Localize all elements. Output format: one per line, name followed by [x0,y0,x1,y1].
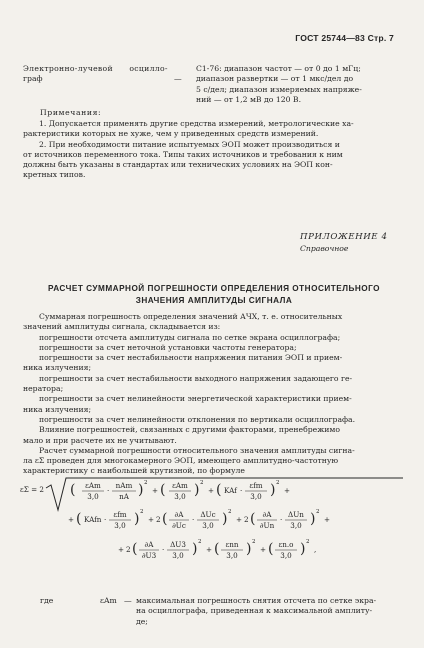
svg-text:εn.o: εn.o [278,540,294,549]
svg-text:∂A: ∂A [262,510,272,519]
svg-text:ΔUc: ΔUc [200,510,216,519]
svg-text:(: ( [162,511,168,527]
body-text [23,312,409,477]
paren-open: ( [70,482,76,498]
svg-text:): ) [192,541,198,557]
svg-text:2: 2 [316,509,320,515]
section-title-line2: ЗНАЧЕНИЯ АМПЛИТУДЫ СИГНАЛА [135,296,293,305]
frac-num: nAm [115,481,133,490]
svg-text:·: · [240,486,243,495]
note-line: рактеристики которых не хуже, чем у приведенных средств измерений. [23,129,319,139]
where-line: максимальная погрешность снятия отсчета по сетке экра- [136,596,377,605]
where-line: де; [136,616,148,626]
svg-text:2: 2 [198,539,202,545]
svg-text:3,0: 3,0 [174,492,186,501]
svg-text:(: ( [160,482,166,498]
svg-text:): ) [222,511,228,527]
spec-line: ний — от 1,2 мВ до 120 В. [196,94,302,104]
body-line: нератора; [23,384,64,394]
note-line: от источников переменного тока. Типы таких источников и требования к ним [23,149,343,159]
body-line: ника излучения; [23,363,92,373]
body-line: мало и при расчете их не учитывают. [23,435,177,445]
svg-text:2: 2 [140,509,144,515]
svg-text:2: 2 [200,480,204,486]
body-line: Расчет суммарной погрешности относительного значения амплитуды сигна- [39,445,355,455]
svg-text:+: + [260,545,267,554]
svg-text:εnn: εnn [225,540,239,549]
svg-text:·: · [192,515,195,524]
svg-text:(: ( [76,511,82,527]
error-formula [18,478,413,578]
svg-text:+: + [148,515,155,524]
svg-text:): ) [270,482,276,498]
equipment-term [23,64,168,85]
body-line: ника излучения; [23,404,92,414]
svg-text:2: 2 [252,539,256,545]
svg-text:3,0: 3,0 [114,521,126,530]
where-dash: — [124,596,132,605]
svg-text:·: · [162,545,165,554]
svg-text:): ) [310,511,316,527]
svg-text:): ) [300,541,306,557]
appendix-label: ПРИЛОЖЕНИЕ 4 [300,232,388,242]
note-line: 2. При необходимости питание испытуемых ЭОП может производиться и [39,139,340,149]
svg-text:ΔU3: ΔU3 [170,540,186,549]
svg-text:3,0: 3,0 [250,492,262,501]
spec-line: 5 с/дел; диапазон измеряемых напряже- [196,84,362,94]
svg-text:∂Un: ∂Un [259,521,275,530]
notes-block [23,119,408,181]
body-line: погрешности за счет нелинейности энергетической характеристики прием- [39,394,352,404]
spec-line: диапазон развертки — от 1 мкс/дел до [196,74,354,84]
formula-lhs: εΣ = 2 [20,485,44,494]
body-line: погрешности за счет нестабильности выходного напряжения задающего ге- [39,373,353,383]
section-title-line1: РАСЧЕТ СУММАРНОЙ ПОГРЕШНОСТИ ОПРЕДЕЛЕНИЯ ОТНОСИТЕЛЬНОГО [47,284,381,293]
svg-text:+: + [206,545,213,554]
svg-text:(: ( [250,511,256,527]
spec-line: С1-76: диапазон частот — от 0 до 1 мГц; [196,64,361,73]
svg-text:2: 2 [306,539,310,545]
appendix-sub: Справочное [300,244,349,253]
svg-text:·: · [104,515,107,524]
svg-text:3,0: 3,0 [290,521,302,530]
svg-text:+: + [68,515,75,524]
note-line: 1. Допускается применять другие средства измерений, метрологические ха- [39,119,354,128]
body-line: погрешности за счет нестабильности напряжения питания ЭОП и прием- [39,353,343,363]
body-line: погрешности за счет нелинейности отклонения по вертикали осциллографа. [39,414,356,424]
svg-text:): ) [194,482,200,498]
svg-text:KAfn: KAfn [84,515,102,524]
svg-text:+: + [208,486,215,495]
svg-text:∂A: ∂A [174,510,184,519]
where-line: на осциллографа, приведенная к максимальной амплиту- [136,606,373,616]
svg-text:3,0: 3,0 [202,521,214,530]
svg-text:+: + [236,515,243,524]
equipment-dash: — [174,74,182,83]
svg-text:2: 2 [156,515,161,524]
svg-text:∂A: ∂A [144,540,154,549]
frac-den: nA [119,492,129,501]
svg-text:(: ( [268,541,274,557]
svg-text:3,0: 3,0 [226,551,238,560]
note-line: кретных типов. [23,170,86,180]
svg-text:): ) [134,511,140,527]
svg-text:KAf: KAf [224,486,237,495]
svg-text:εAm: εAm [172,481,188,490]
body-line: погрешности за счет неточной установки частоты генератора; [39,342,297,352]
svg-text:·: · [107,486,110,495]
svg-text:·: · [280,515,283,524]
page-header: ГОСТ 25744—83 Стр. 7 [295,33,394,43]
svg-text:(: ( [214,541,220,557]
svg-text:2: 2 [126,545,131,554]
svg-text:2: 2 [228,509,232,515]
svg-text:∂U3: ∂U3 [141,551,157,560]
notes-heading: Примечания: [40,108,102,117]
body-line: ла εΣ проведен для многокамерного ЭОП, имеющего амплитудно-частотную [23,456,339,466]
svg-text:+: + [324,515,331,524]
equipment-term-line1: Электронно-лучевой осцилло- [23,64,168,73]
svg-text:2: 2 [276,480,280,486]
svg-text:2: 2 [244,515,249,524]
frac-num: εAm [85,481,101,490]
svg-text:(: ( [132,541,138,557]
body-line: характеристику с наибольшей крутизной, по формуле [23,466,245,476]
svg-text:ΔUn: ΔUn [288,510,304,519]
svg-text:(: ( [216,482,222,498]
body-line: Суммарная погрешность определения значений АЧХ, т. е. относительных [39,312,343,321]
where-label: где [40,596,54,605]
where-symbol: εAm [100,596,117,605]
svg-text:): ) [138,482,144,498]
svg-text:εfm: εfm [113,510,127,519]
note-line: должны быть указаны в стандартах или технических условиях на ЭОП кон- [23,160,333,170]
svg-text:3,0: 3,0 [280,551,292,560]
svg-text:): ) [246,541,252,557]
svg-text:+: + [152,486,159,495]
svg-text:3,0: 3,0 [172,551,184,560]
svg-text:+: + [118,545,125,554]
svg-text:,: , [314,545,317,554]
equipment-term-line2: граф [23,74,43,84]
svg-text:∂Uc: ∂Uc [172,521,186,530]
where-definition [136,596,412,627]
body-line: значений амплитуды сигнала, складывается из: [23,322,221,332]
equipment-spec [196,64,406,105]
body-line: погрешности отсчета амплитуды сигнала по сетке экрана осциллографа; [39,332,341,342]
svg-text:εfm: εfm [249,481,263,490]
frac-den: 3,0 [87,492,99,501]
svg-text:+: + [284,486,291,495]
svg-text:2: 2 [144,480,148,486]
body-line: Влияние погрешностей, связанных с другими факторами, пренебрежимо [39,425,340,435]
